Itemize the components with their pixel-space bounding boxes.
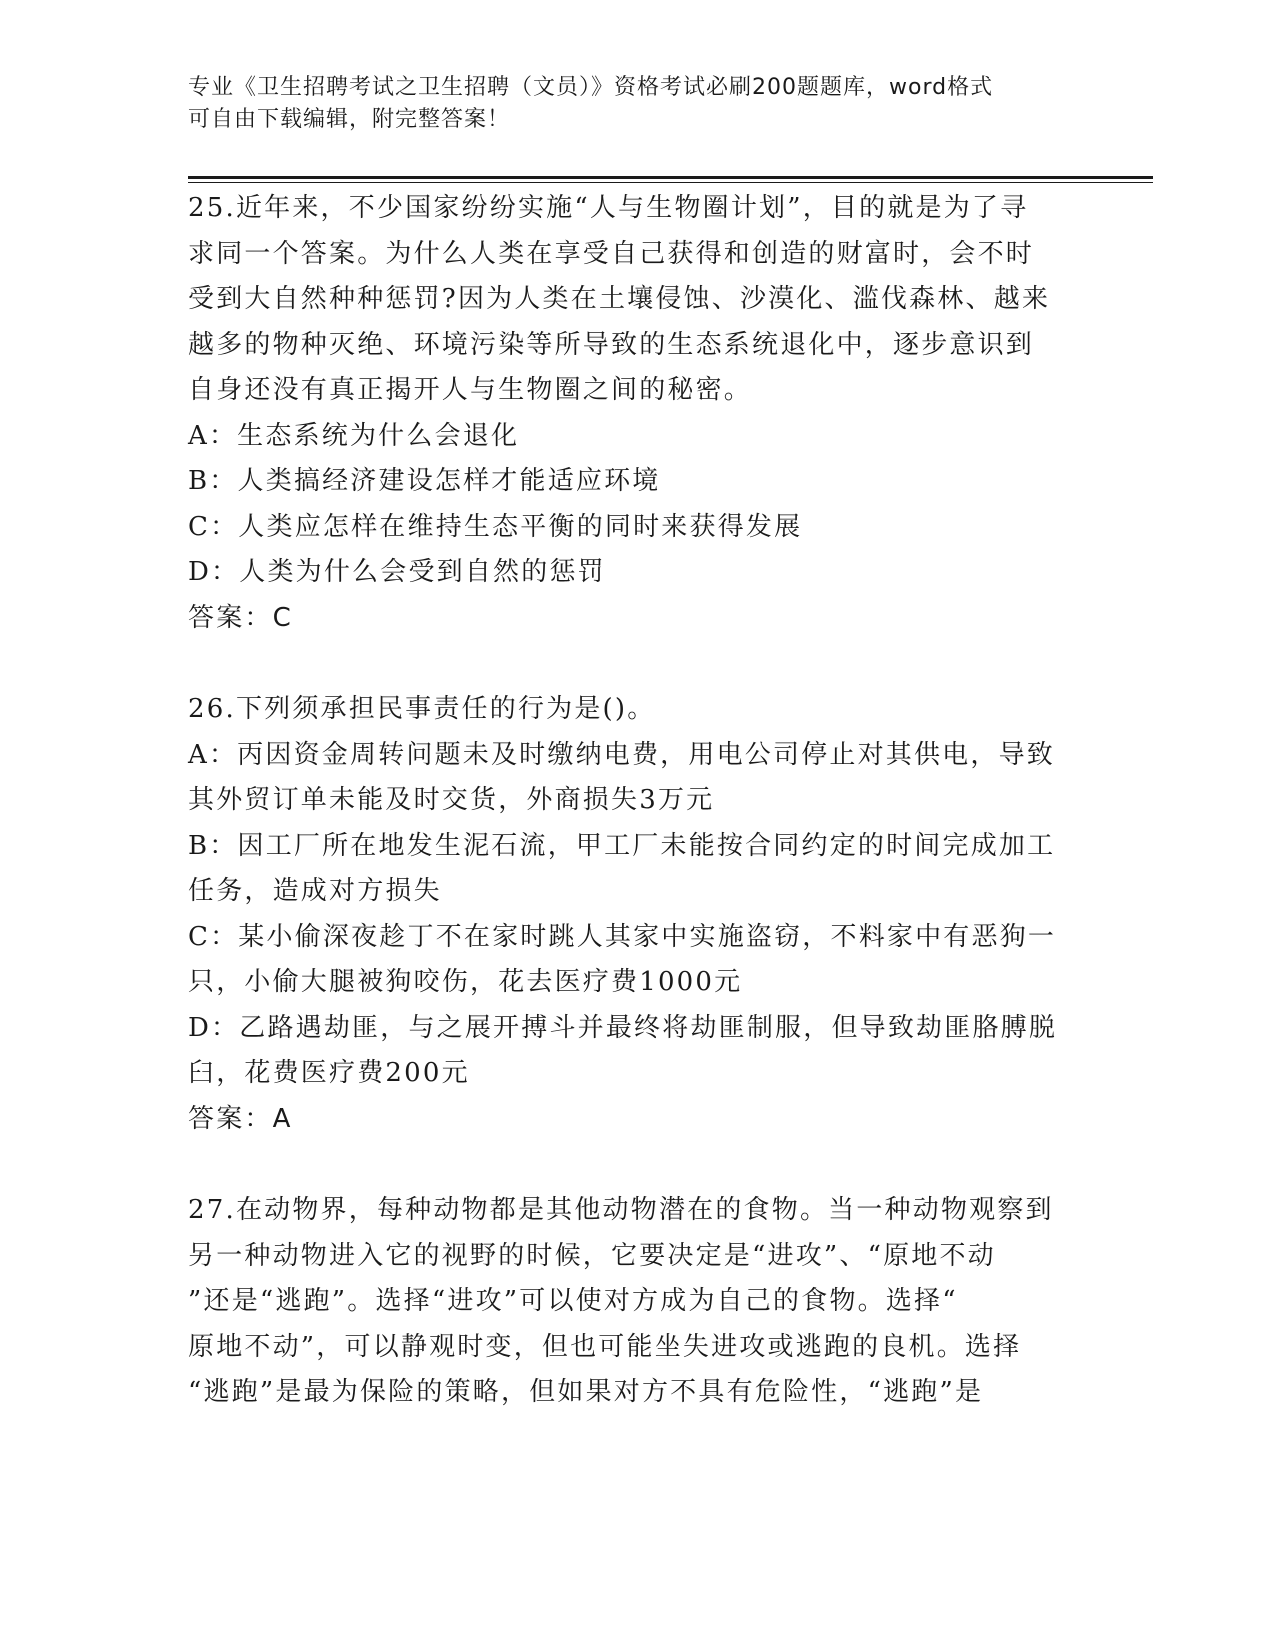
question-stem xyxy=(188,186,1068,414)
option-a xyxy=(188,733,1068,824)
option-line: B：因工厂所在地发生泥石流，甲工厂未能按合同约定的时间完成加工 xyxy=(188,830,1056,861)
stem-line: ”还是“逃跑”。选择“进攻”可以使对方成为自己的食物。选择“ xyxy=(188,1286,958,1316)
option-line: 只，小偷大腿被狗咬伤，花去医疗费1000元 xyxy=(188,967,743,997)
stem-line: 原地不动”，可以静观时变，但也可能坐失进攻或逃跑的良机。选择 xyxy=(188,1331,1022,1362)
question-spacer xyxy=(188,1142,1068,1188)
option-c xyxy=(188,915,1068,1006)
document-header xyxy=(188,72,1068,136)
option-b xyxy=(188,459,1068,505)
stem-line: 另一种动物进入它的视野的时候，它要决定是“进攻”、“原地不动 xyxy=(188,1240,996,1271)
option-line: 任务，造成对方损失 xyxy=(188,876,442,906)
stem-line: 自身还没有真正揭开人与生物圈之间的秘密。 xyxy=(188,375,753,405)
question-26 xyxy=(188,687,1068,1142)
option-line: A：丙因资金周转问题未及时缴纳电费，用电公司停止对其供电，导致 xyxy=(188,739,1055,770)
question-25 xyxy=(188,186,1068,641)
option-line: A：生态系统为什么会退化 xyxy=(188,420,520,451)
option-line: D：人类为什么会受到自然的惩罚 xyxy=(188,557,606,587)
answer-label: 答案：C xyxy=(188,602,293,633)
stem-line: “逃跑”是最为保险的策略，但如果对方不具有危险性，“逃跑”是 xyxy=(188,1377,984,1407)
question-list xyxy=(188,186,1068,1416)
stem-line: 受到大自然种种惩罚?因为人类在土壤侵蚀、沙漠化、滥伐森林、越来 xyxy=(188,284,1051,314)
answer-label: 答案：A xyxy=(188,1103,293,1134)
question-stem xyxy=(188,1188,1068,1416)
option-line: D：乙路遇劫匪，与之展开搏斗并最终将劫匪制服，但导致劫匪胳膊脱 xyxy=(188,1012,1058,1043)
question-stem xyxy=(188,687,1068,733)
option-c xyxy=(188,505,1068,551)
option-line: C：某小偷深夜趁丁不在家时跳人其家中实施盗窃，不料家中有恶狗一 xyxy=(188,921,1057,952)
header-rule-thin xyxy=(188,182,1153,183)
option-d xyxy=(188,550,1068,596)
stem-line: 越多的物种灭绝、环境污染等所导致的生态系统退化中，逐步意识到 xyxy=(188,329,1035,360)
stem-line: 26.下列须承担民事责任的行为是()。 xyxy=(188,694,656,724)
option-line: C：人类应怎样在维持生态平衡的同时来获得发展 xyxy=(188,511,803,542)
question-spacer xyxy=(188,641,1068,687)
header-line-1: 专业《卫生招聘考试之卫生招聘（文员）》资格考试必刷200题题库，word格式 xyxy=(188,75,994,100)
stem-line: 求同一个答案。为什么人类在享受自己获得和创造的财富时，会不时 xyxy=(188,238,1035,269)
question-27 xyxy=(188,1188,1068,1416)
stem-line: 27.在动物界，每种动物都是其他动物潜在的食物。当一种动物观察到 xyxy=(188,1195,1054,1225)
header-line-2: 可自由下载编辑，附完整答案！ xyxy=(188,107,511,132)
option-line: 其外贸订单未能及时交货，外商损失3万元 xyxy=(188,785,715,815)
stem-line: 25.近年来，不少国家纷纷实施“人与生物圈计划”，目的就是为了寻 xyxy=(188,193,1029,223)
option-line: B：人类搞经济建设怎样才能适应环境 xyxy=(188,466,661,496)
option-line: 臼，花费医疗费200元 xyxy=(188,1058,470,1088)
option-b xyxy=(188,824,1068,915)
option-d xyxy=(188,1006,1068,1097)
option-a xyxy=(188,414,1068,460)
header-rule-thick xyxy=(188,176,1153,179)
